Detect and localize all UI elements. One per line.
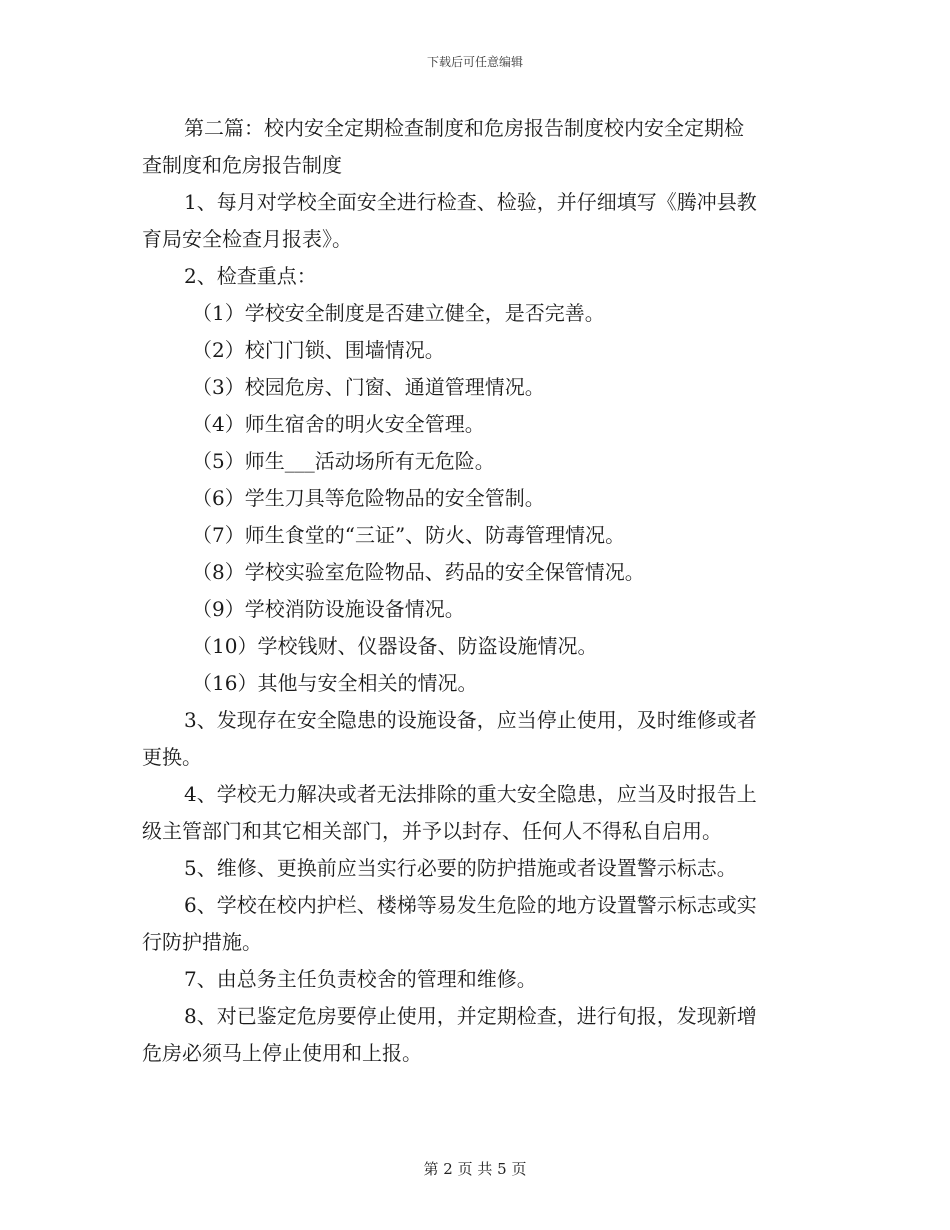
checkpoint-4: （4）师生宿舍的明火安全管理。 <box>192 412 485 436</box>
item-4-line-1: 4、学校无力解决或者无法排除的重大安全隐患，应当及时报告上 <box>184 782 757 806</box>
page-header: 下载后可任意编辑 <box>426 55 523 69</box>
document-body <box>142 110 814 1072</box>
page-footer: 第 2 页 共 5 页 <box>423 1160 527 1178</box>
checkpoint-9: （9）学校消防设施设备情况。 <box>192 597 465 621</box>
item-8-line-1: 8、对已鉴定危房要停止使用，并定期检查，进行旬报，发现新增 <box>184 1004 757 1028</box>
item-8-line-2: 危房必须马上停止使用和上报。 <box>142 1041 422 1065</box>
checkpoint-3: （3）校园危房、门窗、通道管理情况。 <box>192 375 545 399</box>
item-6-line-2: 行防护措施。 <box>142 930 262 954</box>
checkpoint-7: （7）师生食堂的“三证”、防火、防毒管理情况。 <box>192 523 626 547</box>
item-7: 7、由总务主任负责校舍的管理和维修。 <box>184 967 537 991</box>
section-title-line-2: 查制度和危房报告制度 <box>142 153 342 177</box>
checkpoint-6: （6）学生刀具等危险物品的安全管制。 <box>192 486 545 510</box>
checkpoint-16: （16）其他与安全相关的情况。 <box>192 671 478 695</box>
item-6-line-1: 6、学校在校内护栏、楼梯等易发生危险的地方设置警示标志或实 <box>184 893 757 917</box>
checkpoint-2: （2）校门门锁、围墙情况。 <box>192 338 445 362</box>
item-1-line-2: 育局安全检查月报表》。 <box>142 227 352 251</box>
item-1-line-1: 1、每月对学校全面安全进行检查、检验，并仔细填写《腾冲县教 <box>184 190 757 214</box>
item-3-line-2: 更换。 <box>142 745 202 769</box>
item-2-heading: 2、检查重点： <box>184 264 317 288</box>
section-title-line-1: 第二篇：校内安全定期检查制度和危房报告制度校内安全定期检 <box>184 116 744 140</box>
checkpoint-1: （1）学校安全制度是否建立健全，是否完善。 <box>192 301 605 325</box>
item-5: 5、维修、更换前应当实行必要的防护措施或者设置警示标志。 <box>184 856 737 880</box>
item-4-line-2: 级主管部门和其它相关部门，并予以封存、任何人不得私自启用。 <box>142 819 722 843</box>
checkpoint-10: （10）学校钱财、仪器设备、防盗设施情况。 <box>192 634 598 658</box>
checkpoint-8: （8）学校实验室危险物品、药品的安全保管情况。 <box>192 560 645 584</box>
item-3-line-1: 3、发现存在安全隐患的设施设备，应当停止使用，及时维修或者 <box>184 708 757 732</box>
checkpoint-5: （5）师生___活动场所有无危险。 <box>192 449 495 473</box>
